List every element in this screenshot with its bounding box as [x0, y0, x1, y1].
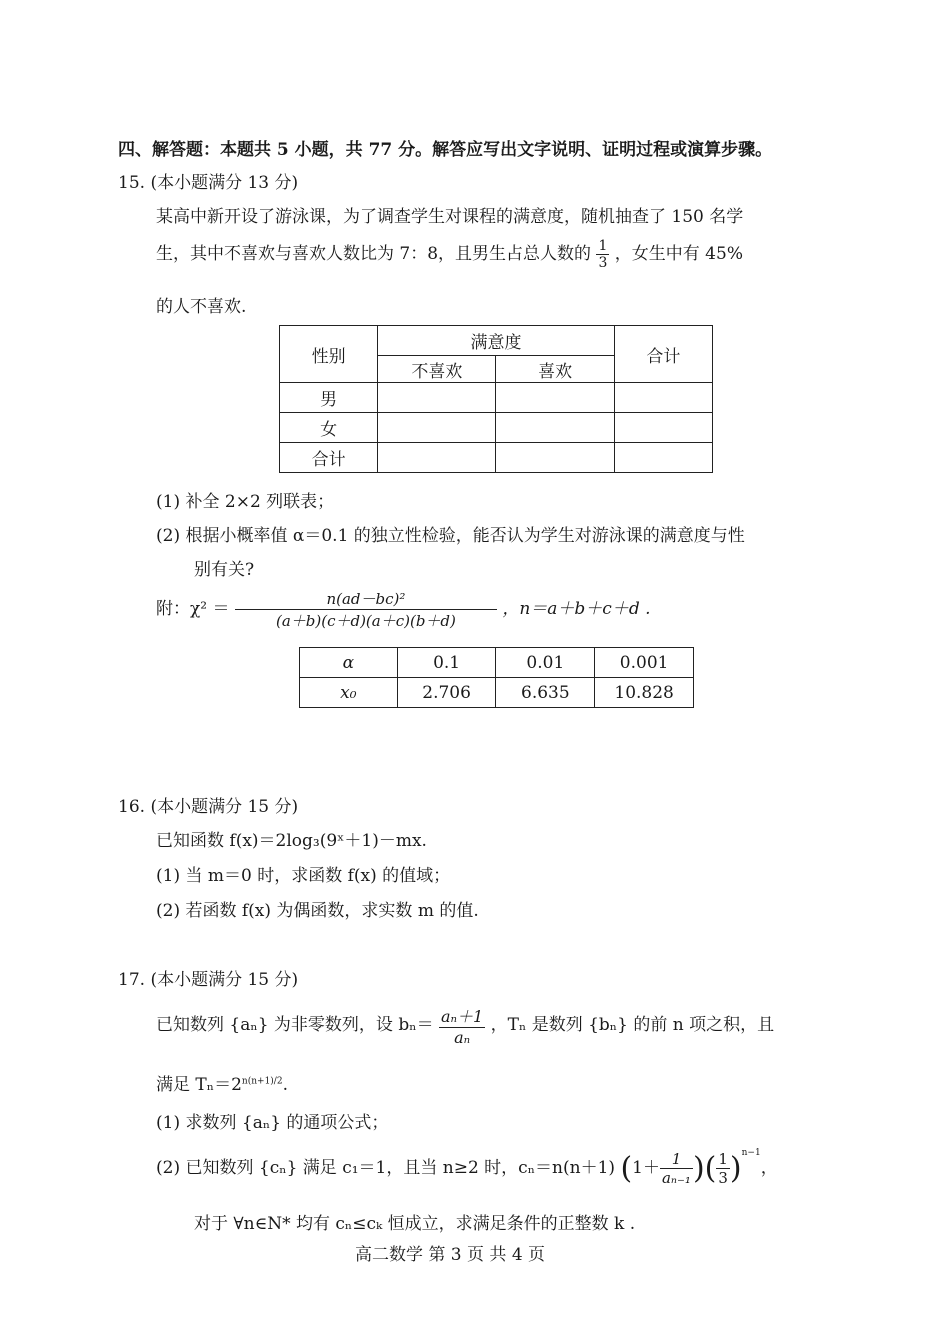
- formula-numerator: n(ad－bc)²: [326, 590, 406, 608]
- q15-line2-a: 生，其中不喜欢与喜欢人数比为 7：8，且男生占总人数的: [156, 244, 592, 264]
- header-total: 合计: [614, 326, 712, 383]
- frac-den: 3: [598, 255, 608, 271]
- alpha-label: α: [300, 648, 398, 678]
- bn-denominator: aₙ: [439, 1027, 485, 1047]
- header-satisfaction: 满意度: [378, 326, 615, 356]
- table-cell: [378, 413, 496, 443]
- paren-open: (: [620, 1151, 633, 1186]
- x0-value: 10.828: [595, 678, 694, 708]
- q15-text-line1: 某高中新开设了游泳课，为了调查学生对课程的满意度，随机抽查了 150 名学: [156, 207, 744, 227]
- frac-den: 3: [718, 1169, 728, 1187]
- q16-number: 16.: [118, 797, 146, 817]
- alpha-value: 0.001: [595, 648, 694, 678]
- contingency-table: [279, 325, 713, 473]
- table-row: [280, 443, 713, 473]
- q15-fraction-one-third: [596, 238, 609, 271]
- q15-heading: [118, 168, 298, 193]
- x0-label: x₀: [300, 678, 398, 708]
- q15-part2-line1: (2) 根据小概率值 α＝0.1 的独立性检验，能否认为学生对游泳课的满意度与性: [156, 526, 745, 546]
- inverse-a-fraction: [660, 1150, 693, 1187]
- critical-value-table: [299, 647, 694, 708]
- row-label-total: 合计: [280, 443, 378, 473]
- header-like: 喜欢: [496, 356, 614, 383]
- q15-points: (本小题满分 13 分): [150, 173, 299, 193]
- row-label-male: 男: [280, 383, 378, 413]
- q16-text-line1: 已知函数 f(x)＝2log₃(9ˣ＋1)－mx.: [156, 831, 427, 851]
- table-cell: [378, 383, 496, 413]
- bn-fraction: [439, 1004, 485, 1047]
- table-cell: [496, 413, 614, 443]
- table-cell: [614, 383, 712, 413]
- q17-heading: [118, 965, 298, 990]
- q17-line2-b: .: [282, 1075, 288, 1095]
- q15-number: 15.: [118, 173, 146, 193]
- table-cell: [496, 383, 614, 413]
- chi-square-formula: [156, 588, 651, 631]
- header-dislike: 不喜欢: [378, 356, 496, 383]
- power-exponent: n−1: [741, 1148, 761, 1158]
- bn-numerator: aₙ＋1: [440, 1007, 484, 1026]
- frac-num: 1: [718, 1150, 728, 1168]
- alpha-value: 0.1: [397, 648, 496, 678]
- table-cell: [496, 443, 614, 473]
- q17-part2-line2: 对于 ∀n∈N* 均有 cₙ≤cₖ 恒成立，求满足条件的正整数 k .: [194, 1214, 636, 1234]
- frac-num: 1: [671, 1150, 682, 1168]
- section-header: 四、解答题：本题共 5 小题，共 77 分。解答应写出文字说明、证明过程或演算步骤。: [118, 140, 773, 160]
- q17-number: 17.: [118, 970, 146, 990]
- formula-denominator: (a＋b)(c＋d)(a＋c)(b＋d): [235, 609, 497, 631]
- q17-part2-line1: [156, 1148, 778, 1187]
- frac-num: 1: [598, 238, 608, 254]
- table-cell: [378, 443, 496, 473]
- table-row: [280, 383, 713, 413]
- page-footer: 高二数学 第 3 页 共 4 页: [355, 1245, 546, 1265]
- paren-close: ): [729, 1151, 742, 1186]
- table-cell: [614, 413, 712, 443]
- formula-tail: ，n＝a＋b＋c＋d .: [502, 599, 651, 619]
- paren-open: (: [704, 1151, 717, 1186]
- q17-line1-a: 已知数列 {aₙ} 为非零数列，设 bₙ＝: [156, 1015, 434, 1035]
- q15-part2-line2: 别有关?: [194, 560, 255, 580]
- q16-part2: (2) 若函数 f(x) 为偶函数，求实数 m 的值.: [156, 901, 479, 921]
- table-row: [300, 678, 694, 708]
- tn-exponent: n(n+1)/2: [241, 1076, 283, 1087]
- table-cell: [614, 443, 712, 473]
- q15-text-line3: 的人不喜欢.: [156, 297, 247, 317]
- table-row: [300, 648, 694, 678]
- q17-text-line2: [156, 1070, 288, 1095]
- x0-value: 6.635: [496, 678, 595, 708]
- q17-part2-a: (2) 已知数列 {cₙ} 满足 c₁＝1，且当 n≥2 时，cₙ＝n(n＋1): [156, 1158, 616, 1178]
- table-row: [280, 413, 713, 443]
- q16-heading: [118, 792, 298, 817]
- one-third-fraction: [716, 1150, 730, 1187]
- q16-points: (本小题满分 15 分): [150, 797, 299, 817]
- appendix-label: 附：χ² ＝: [156, 599, 230, 619]
- q15-line2-b: ，女生中有 45%: [614, 244, 743, 264]
- q17-part1: (1) 求数列 {aₙ} 的通项公式；: [156, 1113, 389, 1133]
- x0-value: 2.706: [397, 678, 496, 708]
- row-label-female: 女: [280, 413, 378, 443]
- q17-text-line1: [156, 1004, 774, 1047]
- q17-part2-b: ，: [760, 1158, 778, 1178]
- frac-den: aₙ₋₁: [661, 1169, 691, 1187]
- header-gender: 性别: [280, 326, 378, 383]
- q17-line2-a: 满足 Tₙ＝2: [156, 1075, 242, 1095]
- q16-part1: (1) 当 m＝0 时，求函数 f(x) 的值域；: [156, 866, 451, 886]
- alpha-value: 0.01: [496, 648, 595, 678]
- chi-square-fraction: [235, 588, 497, 631]
- paren-close: ): [692, 1151, 705, 1186]
- q17-points: (本小题满分 15 分): [150, 970, 299, 990]
- q15-part1: (1) 补全 2×2 列联表；: [156, 492, 335, 512]
- q15-text-line2: [156, 238, 743, 271]
- q17-line1-b: ，Tₙ 是数列 {bₙ} 的前 n 项之积，且: [490, 1015, 775, 1035]
- part2-one: 1＋: [632, 1158, 660, 1178]
